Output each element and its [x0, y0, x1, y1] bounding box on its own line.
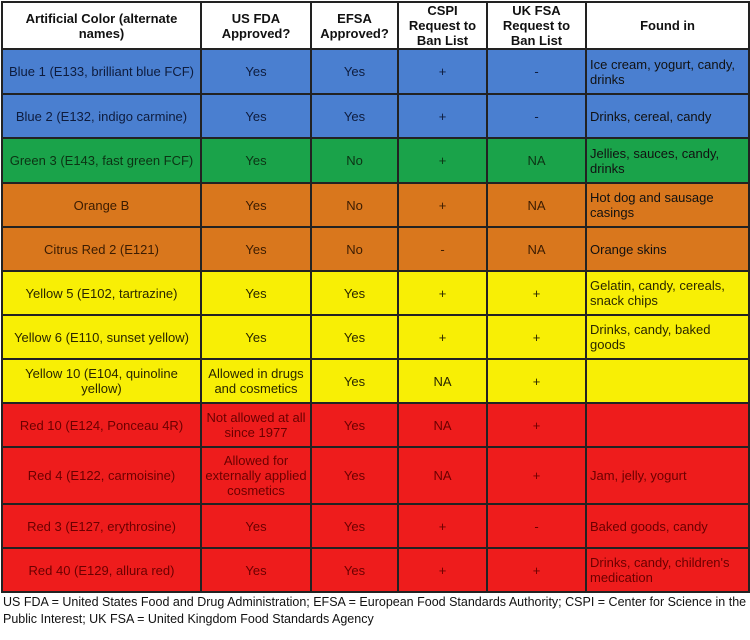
- cell-color-name: Blue 1 (E133, brilliant blue FCF): [2, 49, 201, 94]
- cell-fda: Allowed in drugs and cosmetics: [201, 359, 311, 403]
- cell-found-in: [586, 403, 749, 447]
- cell-cspi: NA: [398, 359, 487, 403]
- cell-efsa: No: [311, 138, 398, 183]
- cell-cspi: +: [398, 315, 487, 359]
- cell-cspi: +: [398, 183, 487, 227]
- header-row: [2, 2, 749, 49]
- cell-ukfsa: -: [487, 49, 586, 94]
- cell-color-name: Green 3 (E143, fast green FCF): [2, 138, 201, 183]
- cell-efsa: Yes: [311, 94, 398, 138]
- table-row: [2, 359, 749, 403]
- cell-color-name: Red 4 (E122, carmoisine): [2, 447, 201, 504]
- cell-efsa: Yes: [311, 49, 398, 94]
- table-row: [2, 227, 749, 271]
- table-row: [2, 138, 749, 183]
- cell-ukfsa: NA: [487, 138, 586, 183]
- cell-found-in: Jellies, sauces, candy, drinks: [586, 138, 749, 183]
- cell-found-in: Hot dog and sausage casings: [586, 183, 749, 227]
- cell-fda: Yes: [201, 49, 311, 94]
- cell-efsa: Yes: [311, 315, 398, 359]
- cell-found-in: Drinks, cereal, candy: [586, 94, 749, 138]
- header-color: Artificial Color (alternate names): [2, 2, 201, 49]
- footnote: US FDA = United States Food and Drug Administration; EFSA = European Food Standards Authority; CSPI = Center for Science in the Public Interest; UK FSA = United Kingdom Food Standards Agency: [3, 595, 747, 626]
- cell-color-name: Yellow 6 (E110, sunset yellow): [2, 315, 201, 359]
- cell-ukfsa: +: [487, 359, 586, 403]
- cell-fda: Not allowed at all since 1977: [201, 403, 311, 447]
- header-ukfsa: UK FSA Request to Ban List: [487, 2, 586, 49]
- cell-found-in: Orange skins: [586, 227, 749, 271]
- cell-cspi: +: [398, 138, 487, 183]
- cell-fda: Yes: [201, 94, 311, 138]
- cell-efsa: Yes: [311, 359, 398, 403]
- cell-ukfsa: NA: [487, 227, 586, 271]
- header-fda: US FDA Approved?: [201, 2, 311, 49]
- table-row: [2, 183, 749, 227]
- table-body: [2, 49, 749, 592]
- cell-ukfsa: -: [487, 94, 586, 138]
- table-row: [2, 504, 749, 548]
- cell-efsa: Yes: [311, 447, 398, 504]
- cell-color-name: Yellow 10 (E104, quinoline yellow): [2, 359, 201, 403]
- cell-cspi: +: [398, 94, 487, 138]
- cell-color-name: Red 10 (E124, Ponceau 4R): [2, 403, 201, 447]
- cell-fda: Yes: [201, 227, 311, 271]
- cell-found-in: Drinks, candy, baked goods: [586, 315, 749, 359]
- cell-color-name: Red 40 (E129, allura red): [2, 548, 201, 592]
- artificial-color-table: [1, 1, 750, 593]
- cell-fda: Yes: [201, 183, 311, 227]
- cell-cspi: NA: [398, 447, 487, 504]
- table-row: [2, 403, 749, 447]
- cell-ukfsa: -: [487, 504, 586, 548]
- cell-color-name: Orange B: [2, 183, 201, 227]
- cell-cspi: +: [398, 49, 487, 94]
- cell-efsa: Yes: [311, 271, 398, 315]
- cell-found-in: [586, 359, 749, 403]
- cell-fda: Yes: [201, 315, 311, 359]
- cell-efsa: Yes: [311, 504, 398, 548]
- cell-fda: Yes: [201, 548, 311, 592]
- cell-ukfsa: +: [487, 447, 586, 504]
- cell-ukfsa: +: [487, 548, 586, 592]
- table-row: [2, 271, 749, 315]
- cell-found-in: Jam, jelly, yogurt: [586, 447, 749, 504]
- cell-ukfsa: +: [487, 403, 586, 447]
- cell-cspi: +: [398, 504, 487, 548]
- cell-cspi: -: [398, 227, 487, 271]
- cell-fda: Yes: [201, 138, 311, 183]
- cell-found-in: Ice cream, yogurt, candy, drinks: [586, 49, 749, 94]
- cell-color-name: Yellow 5 (E102, tartrazine): [2, 271, 201, 315]
- header-efsa: EFSA Approved?: [311, 2, 398, 49]
- cell-found-in: Gelatin, candy, cereals, snack chips: [586, 271, 749, 315]
- cell-found-in: Drinks, candy, children's medication: [586, 548, 749, 592]
- table-row: [2, 447, 749, 504]
- cell-ukfsa: NA: [487, 183, 586, 227]
- table-row: [2, 94, 749, 138]
- table-row: [2, 315, 749, 359]
- cell-efsa: Yes: [311, 548, 398, 592]
- cell-ukfsa: +: [487, 271, 586, 315]
- table-row: [2, 548, 749, 592]
- table-row: [2, 49, 749, 94]
- cell-color-name: Red 3 (E127, erythrosine): [2, 504, 201, 548]
- cell-color-name: Blue 2 (E132, indigo carmine): [2, 94, 201, 138]
- cell-fda: Allowed for externally applied cosmetics: [201, 447, 311, 504]
- cell-ukfsa: +: [487, 315, 586, 359]
- cell-cspi: +: [398, 548, 487, 592]
- cell-found-in: Baked goods, candy: [586, 504, 749, 548]
- cell-efsa: No: [311, 227, 398, 271]
- cell-cspi: NA: [398, 403, 487, 447]
- cell-fda: Yes: [201, 271, 311, 315]
- cell-efsa: Yes: [311, 403, 398, 447]
- cell-fda: Yes: [201, 504, 311, 548]
- cell-color-name: Citrus Red 2 (E121): [2, 227, 201, 271]
- cell-cspi: +: [398, 271, 487, 315]
- cell-efsa: No: [311, 183, 398, 227]
- header-found-in: Found in: [586, 2, 749, 49]
- header-cspi: CSPI Request to Ban List: [398, 2, 487, 49]
